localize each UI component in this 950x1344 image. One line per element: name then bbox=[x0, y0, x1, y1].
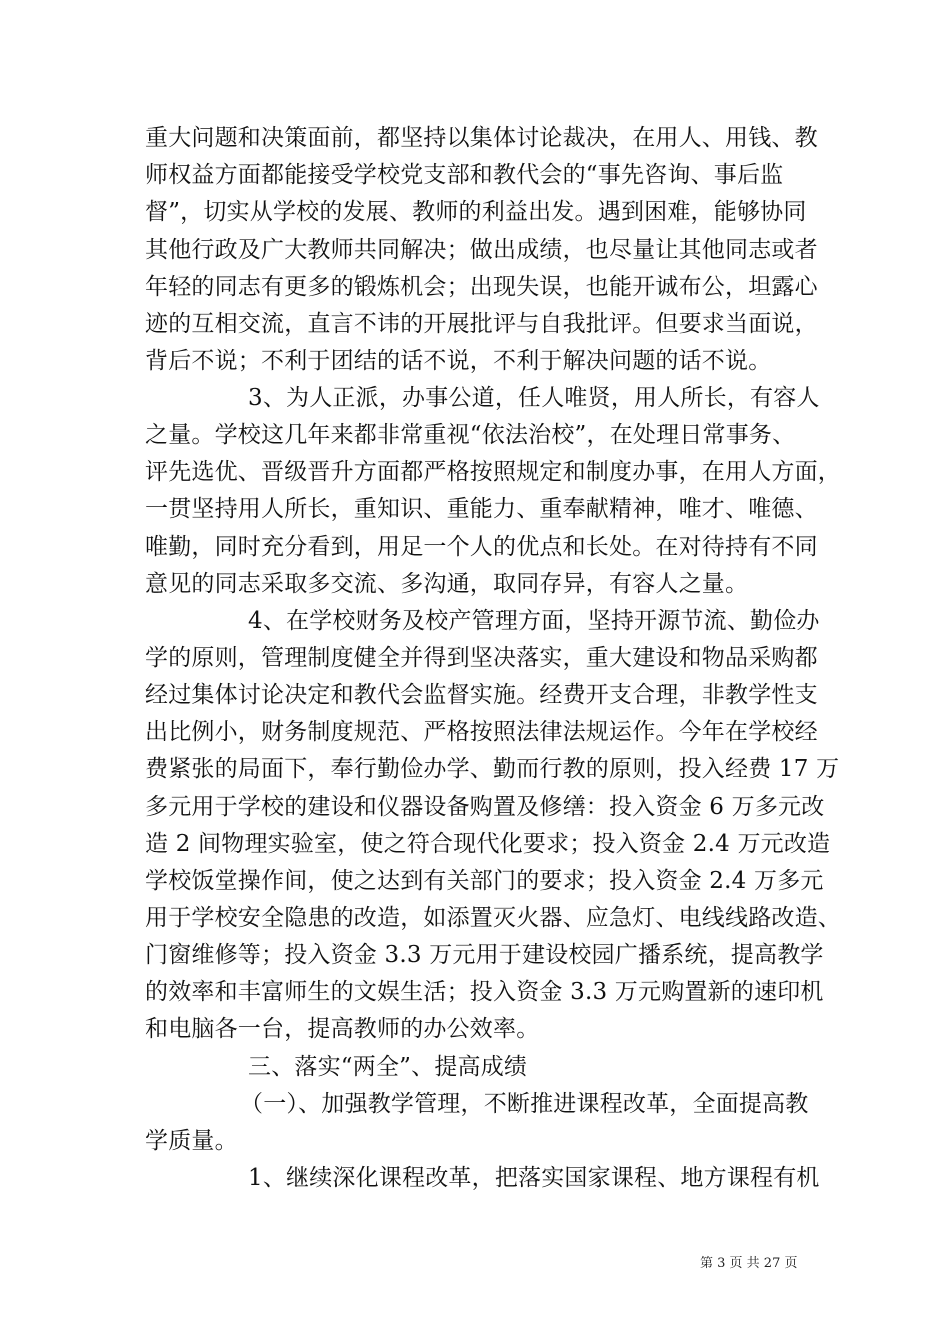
body-text-line: 经过集体讨论决定和教代会监督实施。经费开支合理，非教学性支 bbox=[145, 682, 818, 708]
body-text-line: 督”，切实从学校的发展、教师的利益出发。遇到困难，能够协同 bbox=[145, 199, 807, 225]
body-text-line: 其他行政及广大教师共同解决；做出成绩，也尽量让其他同志或者 bbox=[145, 237, 818, 263]
body-text-line: 用于学校安全隐患的改造，如添置灭火器、应急灯、电线线路改造、 bbox=[145, 905, 841, 931]
body-text-line: 造 2 间物理实验室，使之符合现代化要求；投入资金 2.4 万元改造 bbox=[145, 831, 831, 857]
body-text-line: 学质量。 bbox=[145, 1128, 238, 1154]
body-text-line: 年轻的同志有更多的锻炼机会；出现失误，也能开诚布公，坦露心 bbox=[145, 274, 818, 300]
body-text-line: 迹的互相交流，直言不讳的开展批评与自我批评。但要求当面说， bbox=[145, 311, 818, 337]
paragraph-start-line: 1、继续深化课程改革，把落实国家课程、地方课程有机 bbox=[248, 1165, 820, 1191]
page-number-footer: 第 3 页 共 27 页 bbox=[700, 1256, 798, 1271]
body-text-line: 一贯坚持用人所长，重知识、重能力、重奉献精神，唯才、唯德、 bbox=[145, 496, 818, 522]
body-text-line: 唯勤，同时充分看到，用足一个人的优点和长处。在对待持有不同 bbox=[145, 534, 818, 560]
body-text-line: 学校饭堂操作间，使之达到有关部门的要求；投入资金 2.4 万多元 bbox=[145, 868, 824, 894]
paragraph-start-line: 3、为人正派，办事公道，任人唯贤，用人所长，有容人 bbox=[248, 385, 820, 411]
body-text-line: 和电脑各一台，提高教师的办公效率。 bbox=[145, 1016, 540, 1042]
body-text-line: 重大问题和决策面前，都坚持以集体讨论裁决，在用人、用钱、教 bbox=[145, 125, 818, 151]
subsection-heading: （一）、加强教学管理，不断推进课程改革，全面提高教 bbox=[240, 1091, 809, 1117]
paragraph-start-line: 4、在学校财务及校产管理方面，坚持开源节流、勤俭办 bbox=[248, 608, 820, 634]
body-text-line: 多元用于学校的建设和仪器设备购置及修缮：投入资金 6 万多元改 bbox=[145, 794, 825, 820]
body-text-line: 背后不说；不利于团结的话不说，不利于解决问题的话不说。 bbox=[145, 348, 772, 374]
body-text-line: 门窗维修等；投入资金 3.3 万元用于建设校园广播系统，提高教学 bbox=[145, 942, 824, 968]
body-text-line: 出比例小，财务制度规范、严格按照法律法规运作。今年在学校经 bbox=[145, 719, 818, 745]
body-text-line: 的效率和丰富师生的文娱生活；投入资金 3.3 万元购置新的速印机 bbox=[145, 979, 824, 1005]
body-text-line: 评先选优、晋级晋升方面都严格按照规定和制度办事，在用人方面， bbox=[145, 459, 841, 485]
section-heading: 三、落实“两全”、提高成绩 bbox=[248, 1054, 528, 1080]
body-text-line: 费紧张的局面下，奉行勤俭办学、勤而行教的原则，投入经费 17 万 bbox=[145, 756, 840, 782]
body-text-line: 学的原则，管理制度健全并得到坚决落实，重大建设和物品采购都 bbox=[145, 645, 818, 671]
body-text-line: 意见的同志采取多交流、多沟通，取同存异，有容人之量。 bbox=[145, 571, 749, 597]
body-text-line: 之量。学校这几年来都非常重视“依法治校”，在处理日常事务、 bbox=[145, 422, 796, 448]
body-text-line: 师权益方面都能接受学校党支部和教代会的“事先咨询、事后监 bbox=[145, 162, 784, 188]
